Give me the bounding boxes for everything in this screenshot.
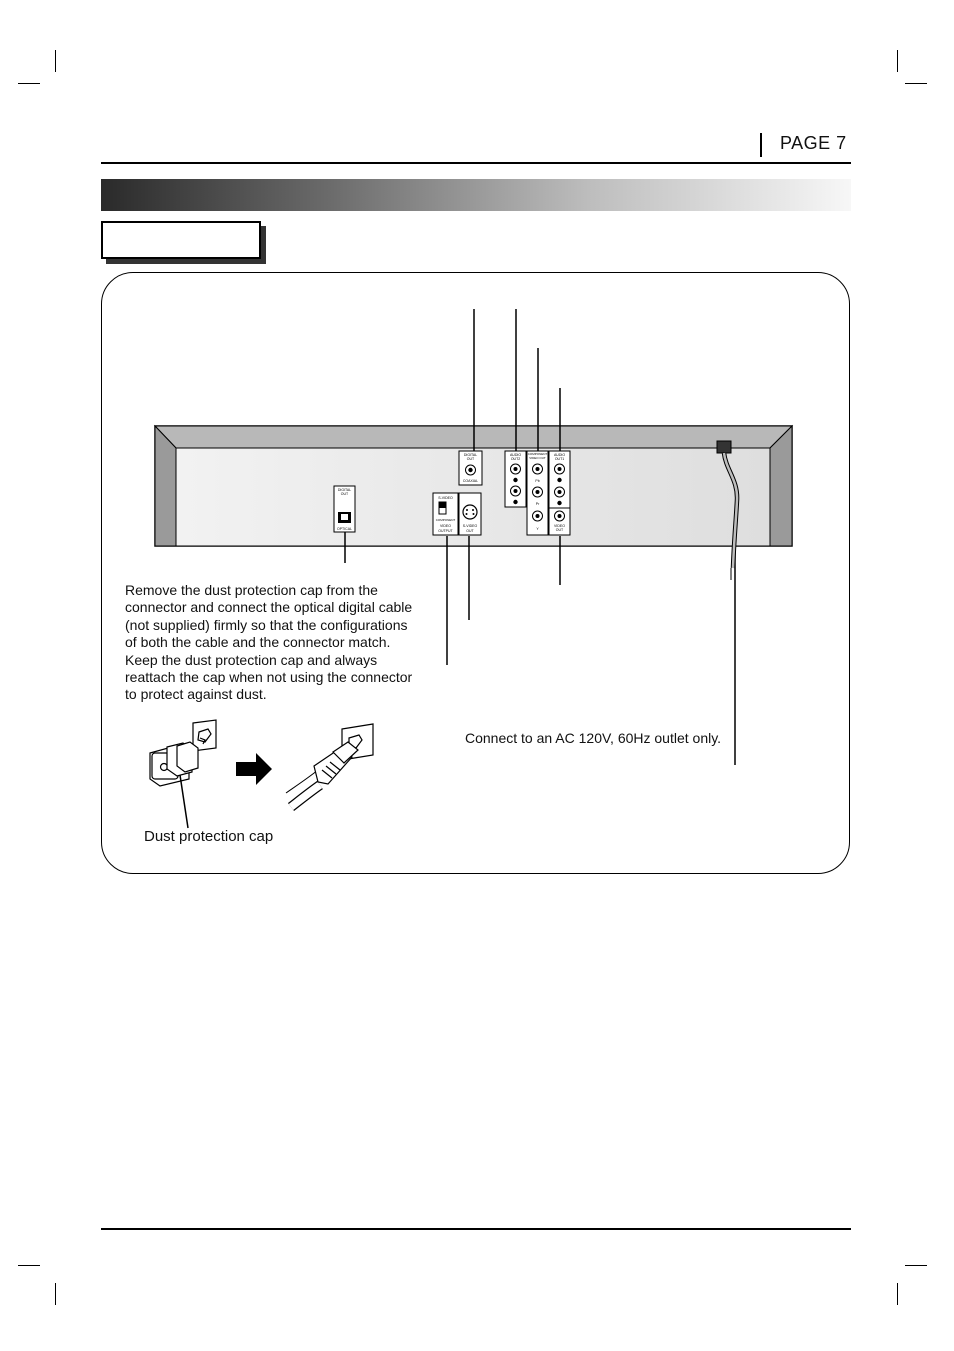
audio-out2-title-2: OUT2 xyxy=(510,457,521,461)
optical-sub: OPTICAL xyxy=(337,527,352,531)
optical-cable-illustration xyxy=(286,724,373,807)
coaxial-title-2: OUT xyxy=(466,457,475,461)
video-out-title-1: VIDEO xyxy=(554,524,565,528)
switch-caption-2: OUTPUT xyxy=(438,529,453,533)
component-y: Y xyxy=(536,527,539,531)
component-title-1: COMPONENT xyxy=(527,452,548,456)
ac-outlet-note: Connect to an AC 120V, 60Hz outlet only. xyxy=(465,730,722,746)
coaxial-title-1: DIGITAL xyxy=(463,453,478,457)
component-pb: Pb xyxy=(535,479,540,483)
audio-out1-title-2: OUT1 xyxy=(554,457,565,461)
coaxial-jack-block xyxy=(459,451,482,485)
component-pr: Pr xyxy=(535,502,540,506)
audio-out2-title-1: AUDIO xyxy=(509,453,522,457)
coaxial-sub: COAXIAL xyxy=(462,479,479,483)
component-video-block xyxy=(527,451,548,535)
component-title-2: VIDEO OUT xyxy=(529,456,546,460)
video-out-title-2: OUT xyxy=(555,528,564,532)
audio-out1-title-1: AUDIO xyxy=(553,453,566,457)
arrow-icon xyxy=(236,753,272,785)
optical-title-2: OUT xyxy=(340,492,349,496)
page-label: PAGE 7 xyxy=(780,133,847,153)
dust-cap-illustration xyxy=(150,720,216,828)
dust-cap-pointer xyxy=(180,775,188,828)
optical-title-1: DIGITAL xyxy=(337,488,352,492)
s-video-caption-2: OUT xyxy=(466,529,474,533)
video-output-switch xyxy=(433,493,458,535)
dust-cap-label: Dust protection cap xyxy=(144,828,274,845)
optical-note: Remove the dust protection cap from the connector and connect the optical digital cable (not supplied) firmly so that the configurations of both the cable and the connector match. Keep the dust protection cap and always reattach the cap when not using the connector to protect against dust. xyxy=(125,582,413,703)
audio-out1-block xyxy=(549,451,570,535)
s-video-out-block xyxy=(459,493,481,535)
switch-caption-1: VIDEO xyxy=(440,524,451,528)
audio-out2-block xyxy=(505,451,526,507)
optical-jack-block xyxy=(334,486,355,532)
s-video-caption-1: S-VIDEO xyxy=(462,524,478,528)
switch-bottom-label: COMPONENT xyxy=(435,518,456,522)
switch-top-label: S-VIDEO xyxy=(438,496,453,500)
footer-rule xyxy=(101,1228,851,1230)
